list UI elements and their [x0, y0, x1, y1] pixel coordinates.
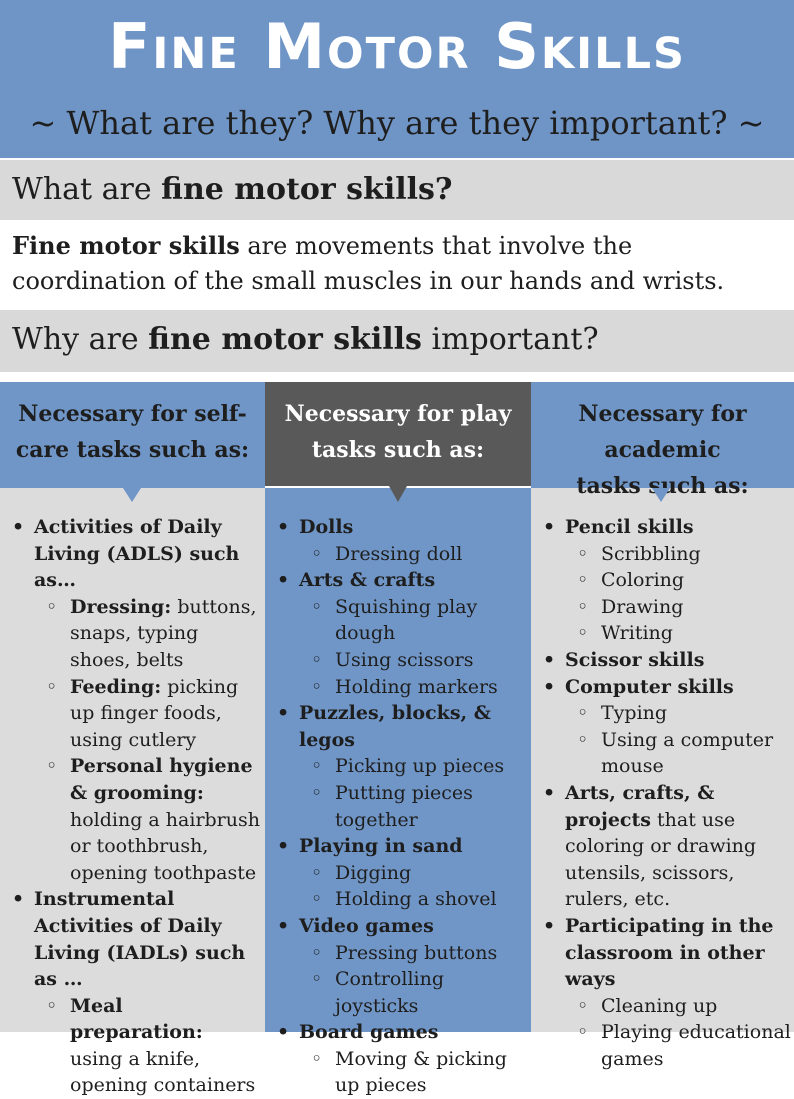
- title-banner: [0, 0, 794, 158]
- list-item-bold: Arts, crafts, & projects: [565, 781, 715, 831]
- list-item-bold: Meal preparation:: [70, 994, 203, 1044]
- list-item: [275, 833, 529, 860]
- list-item: [541, 647, 791, 674]
- list-item-text: holding a hairbrush or toothbrush, opening toothpaste: [70, 808, 260, 884]
- list-item: [275, 1046, 529, 1099]
- list-item: [10, 674, 260, 754]
- list-item: [541, 1019, 791, 1072]
- what-heading-prefix: What are: [12, 172, 162, 207]
- list-item: [275, 860, 529, 887]
- self-care-heading: [0, 396, 265, 468]
- list-item-text: Writing: [601, 622, 673, 645]
- self-care-list: [10, 514, 260, 1099]
- list-item: [541, 541, 791, 568]
- list-item-bold: Participating in the classroom in other ways: [565, 914, 774, 991]
- list-item: [541, 594, 791, 621]
- list-item-bold: Dressing:: [70, 595, 172, 618]
- list-item: [541, 913, 791, 993]
- list-item-text: Picking up pieces: [335, 755, 505, 778]
- list-item-bold: Personal hygiene & grooming:: [70, 755, 253, 804]
- play-list: [275, 514, 529, 1099]
- play-pointer-icon: [389, 486, 407, 502]
- list-item-bold: Scissor skills: [565, 648, 705, 671]
- list-item-bold: Pencil skills: [565, 516, 694, 538]
- page-title: Fine Motor Skills: [108, 10, 686, 83]
- list-item-bold: Arts & crafts: [299, 569, 436, 592]
- list-item-bold: Computer skills: [565, 675, 734, 698]
- list-item: [541, 567, 791, 594]
- why-heading: [12, 310, 599, 370]
- list-item-text: Dressing doll: [335, 542, 463, 565]
- list-item-bold: Feeding:: [70, 675, 162, 698]
- list-item: [275, 567, 529, 594]
- list-item-text: using a knife, opening containers: [70, 1047, 256, 1097]
- list-item: [541, 620, 791, 647]
- list-item: [275, 594, 529, 647]
- list-item: [275, 1019, 529, 1046]
- list-item-text: Holding a shovel: [335, 888, 497, 911]
- list-item-text: Coloring: [601, 569, 685, 592]
- what-heading: [12, 160, 453, 220]
- list-item: [541, 674, 791, 701]
- play-column-header: [265, 382, 531, 486]
- list-item: [541, 780, 791, 913]
- what-heading-band: [0, 160, 794, 220]
- list-item: [10, 753, 260, 886]
- definition-body: are movements that involve the coordination of the small muscles in our hands and wrists.: [12, 232, 725, 295]
- list-item: [10, 514, 260, 594]
- list-item-bold: Dolls: [299, 516, 354, 538]
- why-heading-prefix: Why are: [12, 322, 149, 357]
- list-item: [541, 514, 791, 541]
- list-item: [10, 886, 260, 992]
- page-subtitle: ~ What are they? Why are they important? ~: [29, 104, 765, 142]
- list-item: [275, 753, 529, 780]
- list-item: [275, 647, 529, 674]
- list-item-text: picking up finger foods, using cutlery: [70, 675, 239, 751]
- definition-text: [12, 228, 782, 299]
- list-item-text: Typing: [601, 702, 668, 725]
- list-item-text: Moving & picking up pieces: [335, 1047, 507, 1097]
- list-item: [275, 913, 529, 940]
- list-item-text: Using a computer mouse: [601, 728, 774, 778]
- list-item: [275, 700, 529, 753]
- why-heading-band: [0, 310, 794, 372]
- list-item-text: Cleaning up: [601, 994, 718, 1017]
- list-item-bold: Puzzles, blocks, & legos: [299, 702, 491, 751]
- list-item: [275, 674, 529, 701]
- list-item: [10, 993, 260, 1099]
- list-item: [541, 700, 791, 727]
- list-item: [275, 966, 529, 1019]
- self-care-heading-line2: care tasks such as:: [15, 437, 250, 463]
- list-item-text: Squishing play dough: [335, 595, 478, 645]
- list-item: [541, 727, 791, 780]
- definition-term: Fine motor skills: [12, 231, 240, 260]
- list-item: [275, 780, 529, 833]
- play-heading-line2: tasks such as:: [311, 437, 485, 463]
- list-item-bold: Board games: [299, 1021, 439, 1044]
- list-item-bold: Activities of Daily Living (ADLS) such as…: [34, 516, 240, 592]
- list-item: [275, 940, 529, 967]
- list-item-text: Holding markers: [335, 675, 498, 698]
- self-care-column-header: [0, 382, 265, 488]
- list-item-text: that use coloring or drawing utensils, scissors, rulers, etc.: [565, 808, 757, 911]
- list-item-text: Digging: [335, 861, 412, 884]
- why-heading-bold: fine motor skills: [148, 322, 422, 357]
- self-care-heading-line1: Necessary for self-: [18, 401, 247, 427]
- list-item-text: buttons, snaps, typing shoes, belts: [70, 595, 257, 671]
- list-item-text: Putting pieces together: [335, 781, 473, 831]
- list-item: [541, 993, 791, 1020]
- play-heading-line1: Necessary for play: [284, 401, 512, 427]
- academic-column-header: [531, 382, 794, 499]
- list-item-text: Playing educational games: [601, 1021, 791, 1070]
- self-care-pointer-icon: [123, 488, 141, 502]
- academic-pointer-icon: [652, 488, 670, 502]
- play-heading: [265, 396, 531, 468]
- list-item-text: Scribbling: [601, 542, 701, 565]
- list-item-bold: Video games: [299, 914, 434, 937]
- list-item: [275, 886, 529, 913]
- academic-heading-line1: Necessary for academic: [578, 401, 747, 463]
- academic-list: [541, 514, 791, 1072]
- list-item-text: Using scissors: [335, 648, 474, 671]
- list-item: [275, 541, 529, 568]
- list-item-bold: Instrumental Activities of Daily Living (IADLs) such as …: [34, 888, 246, 991]
- why-heading-suffix: important?: [421, 322, 599, 357]
- list-item-bold: Playing in sand: [299, 835, 463, 858]
- list-item: [275, 514, 529, 541]
- list-item-text: Controlling joysticks: [335, 968, 444, 1017]
- what-heading-bold: fine motor skills?: [161, 172, 453, 207]
- list-item-text: Drawing: [601, 595, 684, 618]
- academic-heading-line2: tasks such as:: [576, 473, 749, 499]
- list-item-text: Pressing buttons: [335, 941, 498, 964]
- list-item: [10, 594, 260, 674]
